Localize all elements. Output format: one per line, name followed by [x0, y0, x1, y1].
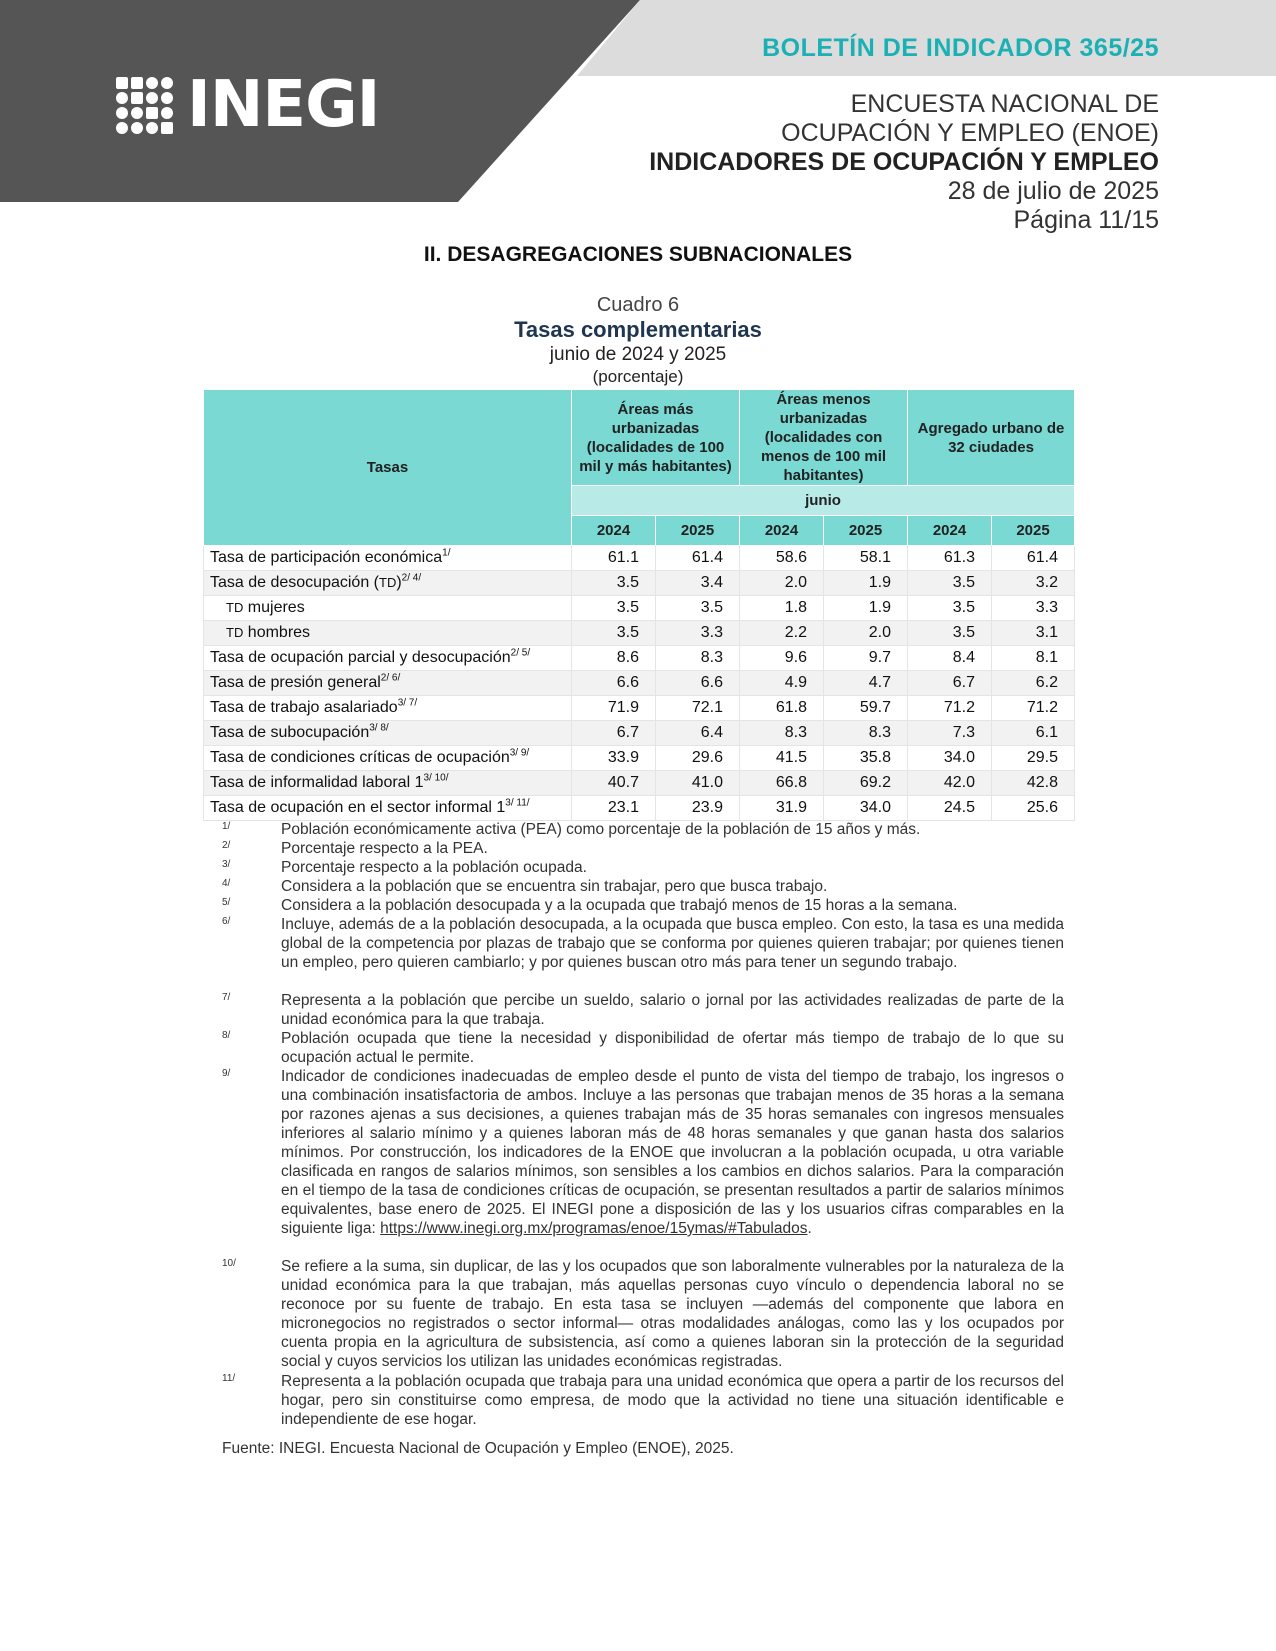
cell-value: 3.3 [656, 621, 740, 646]
footnote-mark: 4/ [222, 878, 231, 889]
year-header: 2025 [824, 516, 908, 546]
month-header: junio [572, 486, 1075, 516]
table-row [204, 571, 1075, 596]
cell-value: 1.8 [740, 596, 824, 621]
footnote-text: Se refiere a la suma, sin duplicar, de las y los ocupados que son laboralmente vulnerables por la naturaleza de la unidad económica para la que trabajan, más aquellas personas cuyo vínculo o dependencia laboral no se reconoce por su fuente de trabajo. En esta tasa se incluyen —además del componente que labora en micronegocios no registrados o sector informal— otras modalidades análogas, como las y los ocupados por cuenta propia en la agricultura de subsistencia, así como a quienes laboran sin la protección de la seguridad social y cuyos servicios los utilizan las unidades económicas registradas. [281, 1258, 1064, 1370]
cell-value: 9.7 [824, 646, 908, 671]
cell-value: 3.5 [572, 621, 656, 646]
footnote-text: Población ocupada que tiene la necesidad y disponibilidad de ofertar más tiempo de trabajo de lo que su ocupación actual le permite. [281, 1030, 1064, 1066]
cell-value: 1.9 [824, 596, 908, 621]
table-row [204, 646, 1075, 671]
footnote-mark: 2/ [222, 840, 231, 851]
cell-value: 61.4 [992, 546, 1075, 571]
section-title: II. DESAGREGACIONES SUBNACIONALES [423, 243, 853, 266]
cell-value: 8.4 [908, 646, 992, 671]
cell-value: 69.2 [824, 771, 908, 796]
cell-value: 25.6 [992, 796, 1075, 821]
year-header: 2024 [908, 516, 992, 546]
table-number: Cuadro 6 [596, 294, 680, 316]
cell-value: 6.6 [656, 671, 740, 696]
footnote [222, 896, 1064, 915]
cell-value: 35.8 [824, 746, 908, 771]
cell-value: 29.6 [656, 746, 740, 771]
cell-value: 2.2 [740, 621, 824, 646]
footnote [222, 877, 1064, 896]
row-label: Tasa de trabajo asalariado$^{3/ 7/}$ [204, 696, 572, 721]
cell-value: 3.4 [656, 571, 740, 596]
footnote-text: Indicador de condiciones inadecuadas de empleo desde el punto de vista del tiempo de trabajo, los ingresos o una combinación insatisfactoria de ambos. Incluye a las personas que trabajan menos de 35 horas a la semana por razones ajenas a sus decisiones, a quienes trabajan más de 35 horas semanales con ingresos mensuales inferiores al salario mínimo y a quienes laboran más de 48 horas semanales y que ganan hasta dos salarios mínimos. Por construcción, los indicadores de la ENOE que involucran a la población ocupada, u otra variable clasificada en rangos de salarios mínimos, son sensibles a los cambios en dichos salarios. Para la comparación en el tiempo de la tasa de condiciones críticas de ocupación, se presentan resultados a partir de salarios mínimos equivalentes, base enero de 2025. El INEGI pone a disposición de las y los usuarios cifras comparables en la siguiente liga: https://www.inegi.org.mx/programas/enoe/15ymas/#Tabulados. [281, 1068, 1064, 1237]
cell-value: 40.7 [572, 771, 656, 796]
bulletin-title: BOLETÍN DE INDICADOR 365/25 [762, 34, 1159, 62]
footnote [222, 915, 1064, 972]
cell-value: 8.3 [740, 721, 824, 746]
cell-value: 33.9 [572, 746, 656, 771]
cell-value: 3.2 [992, 571, 1075, 596]
footnote-mark: 7/ [222, 992, 231, 1003]
footnote-text: Porcentaje respecto a la población ocupada. [281, 859, 587, 876]
table-row [204, 546, 1075, 571]
rates-table [203, 389, 1075, 821]
footnote [222, 1372, 1064, 1429]
table-row [204, 771, 1075, 796]
cell-value: 31.9 [740, 796, 824, 821]
cell-value: 6.7 [572, 721, 656, 746]
group-header-urban: Áreas más urbanizadas (localidades de 100 mil y más habitantes) [572, 390, 740, 486]
group-header-less-urban: Áreas menos urbanizadas (localidades con menos de 100 mil habitantes) [740, 390, 908, 486]
footnote [222, 1029, 1064, 1067]
row-label: Tasa de informalidad laboral $1^{3/ 10/}$ [204, 771, 572, 796]
document-header [649, 90, 1159, 235]
cell-value: 42.0 [908, 771, 992, 796]
cell-value: 4.9 [740, 671, 824, 696]
cell-value: 8.3 [824, 721, 908, 746]
footnote-text: Porcentaje respecto a la PEA. [281, 840, 488, 857]
footnote-mark: 6/ [222, 916, 231, 927]
table-unit: (porcentaje) [592, 367, 684, 386]
footnote-text: Representa a la población ocupada que trabaja para una unidad económica que opera a partir de los recursos del hogar, pero sin constituirse como empresa, de modo que la actividad no tiene una situación identificable e independiente de ese hogar. [281, 1373, 1064, 1428]
cell-value: 6.2 [992, 671, 1075, 696]
cell-value: 71.2 [908, 696, 992, 721]
cell-value: 9.6 [740, 646, 824, 671]
footnote [222, 1067, 1064, 1238]
cell-value: 2.0 [740, 571, 824, 596]
table-row [204, 721, 1075, 746]
row-label: Tasa de ocupación en el sector informal $1^{3/ 11/}$ [204, 796, 572, 821]
cell-value: 6.4 [656, 721, 740, 746]
inegi-logo [116, 68, 380, 142]
group-header-32-cities: Agregado urbano de 32 ciudades [908, 390, 1075, 486]
year-header: 2024 [572, 516, 656, 546]
table-row [204, 746, 1075, 771]
cell-value: 8.3 [656, 646, 740, 671]
footnote-text: Considera a la población desocupada y a la ocupada que trabajó menos de 15 horas a la semana. [281, 897, 958, 914]
table-row [204, 621, 1075, 646]
footnote [222, 1257, 1064, 1371]
cell-value: 42.8 [992, 771, 1075, 796]
publication-date: 28 de julio de 2025 [947, 177, 1159, 205]
source-note [222, 1440, 734, 1458]
row-label: Tasa de participación económica$^{1/}$ [204, 546, 572, 571]
table-row [204, 596, 1075, 621]
cell-value: 3.5 [908, 596, 992, 621]
cell-value: 34.0 [908, 746, 992, 771]
table-row [204, 696, 1075, 721]
cell-value: 6.7 [908, 671, 992, 696]
indicators-title: INDICADORES DE OCUPACIÓN Y EMPLEO [649, 148, 1159, 176]
row-header-tasas: Tasas [204, 390, 572, 546]
footnote [222, 839, 1064, 858]
cell-value: 61.3 [908, 546, 992, 571]
survey-name-line1: ENCUESTA NACIONAL DE [850, 90, 1159, 118]
row-label: Tasa de subocupación$^{3/ 8/}$ [204, 721, 572, 746]
row-label: Tasa de desocupación (TD)$^{2/ 4/}$ [204, 571, 572, 596]
footnote-mark: 11/ [222, 1373, 236, 1384]
footnote-mark: 10/ [222, 1258, 236, 1269]
table-period: junio de 2024 y 2025 [549, 344, 727, 365]
cell-value: 3.5 [656, 596, 740, 621]
cell-value: 3.3 [992, 596, 1075, 621]
cell-value: 34.0 [824, 796, 908, 821]
row-label: Tasa de ocupación parcial y desocupación$^{2/ 5/}$ [204, 646, 572, 671]
footnote [222, 858, 1064, 877]
table-row [204, 796, 1075, 821]
cell-value: 7.3 [908, 721, 992, 746]
cell-value: 3.1 [992, 621, 1075, 646]
cell-value: 61.1 [572, 546, 656, 571]
footnote-text: Incluye, además de a la población desocupada, a la ocupada que busca empleo. Con esto, la tasa es una medida global de la competencia por plazas de trabajo que se conforma por quienes quieren trabajar; por quienes tienen un empleo, pero quieren cambiarlo; y por quienes buscan otro más para tener un segundo trabajo. [281, 916, 1064, 971]
cell-value: 72.1 [656, 696, 740, 721]
cell-value: 3.5 [908, 571, 992, 596]
cell-value: 29.5 [992, 746, 1075, 771]
table-row [204, 671, 1075, 696]
cell-value: 4.7 [824, 671, 908, 696]
cell-value: 3.5 [908, 621, 992, 646]
footnote-mark: 3/ [222, 859, 231, 870]
cell-value: 66.8 [740, 771, 824, 796]
footnote [222, 991, 1064, 1029]
footnote-mark: 8/ [222, 1030, 231, 1041]
row-label: TD mujeres [204, 596, 572, 621]
cell-value: 3.5 [572, 596, 656, 621]
footnote-mark: 5/ [222, 897, 231, 908]
row-label: Tasa de condiciones críticas de ocupación$^{3/ 9/}$ [204, 746, 572, 771]
page-number: Página 11/15 [1013, 206, 1159, 234]
source-text: INEGI. Encuesta Nacional de Ocupación y Empleo (ENOE), 2025. [278, 1440, 734, 1457]
cell-value: 41.0 [656, 771, 740, 796]
cell-value: 61.4 [656, 546, 740, 571]
cell-value: 6.6 [572, 671, 656, 696]
cell-value: 71.9 [572, 696, 656, 721]
cell-value: 23.9 [656, 796, 740, 821]
cell-value: 2.0 [824, 621, 908, 646]
year-header: 2025 [992, 516, 1075, 546]
logo-dots-icon [116, 77, 173, 134]
row-label: Tasa de presión general$^{2/ 6/}$ [204, 671, 572, 696]
survey-name-line2: OCUPACIÓN Y EMPLEO (ENOE) [781, 119, 1159, 147]
footnote-mark: 1/ [222, 821, 231, 832]
table-title: Tasas complementarias [514, 317, 762, 342]
cell-value: 1.9 [824, 571, 908, 596]
logo-text: INEGI [187, 68, 380, 142]
footnote [222, 820, 1064, 839]
cell-value: 24.5 [908, 796, 992, 821]
cell-value: 8.6 [572, 646, 656, 671]
cell-value: 41.5 [740, 746, 824, 771]
year-header: 2025 [656, 516, 740, 546]
row-label: TD hombres [204, 621, 572, 646]
footnote-text: Considera a la población que se encuentra sin trabajar, pero que busca trabajo. [281, 878, 828, 895]
cell-value: 59.7 [824, 696, 908, 721]
year-header: 2024 [740, 516, 824, 546]
cell-value: 23.1 [572, 796, 656, 821]
footnote-text: Representa a la población que percibe un sueldo, salario o jornal por las actividades realizadas de parte de la unidad económica para la que trabaja. [281, 992, 1064, 1028]
footnote-mark: 9/ [222, 1068, 231, 1079]
cell-value: 71.2 [992, 696, 1075, 721]
cell-value: 61.8 [740, 696, 824, 721]
source-label: Fuente: [222, 1440, 275, 1457]
cell-value: 6.1 [992, 721, 1075, 746]
cell-value: 58.1 [824, 546, 908, 571]
cell-value: 3.5 [572, 571, 656, 596]
cell-value: 58.6 [740, 546, 824, 571]
tabulados-link[interactable]: https://www.inegi.org.mx/programas/enoe/15ymas/#Tabulados [380, 1220, 808, 1237]
cell-value: 8.1 [992, 646, 1075, 671]
footnote-text: Población económicamente activa (PEA) como porcentaje de la población de 15 años y más. [281, 821, 921, 838]
